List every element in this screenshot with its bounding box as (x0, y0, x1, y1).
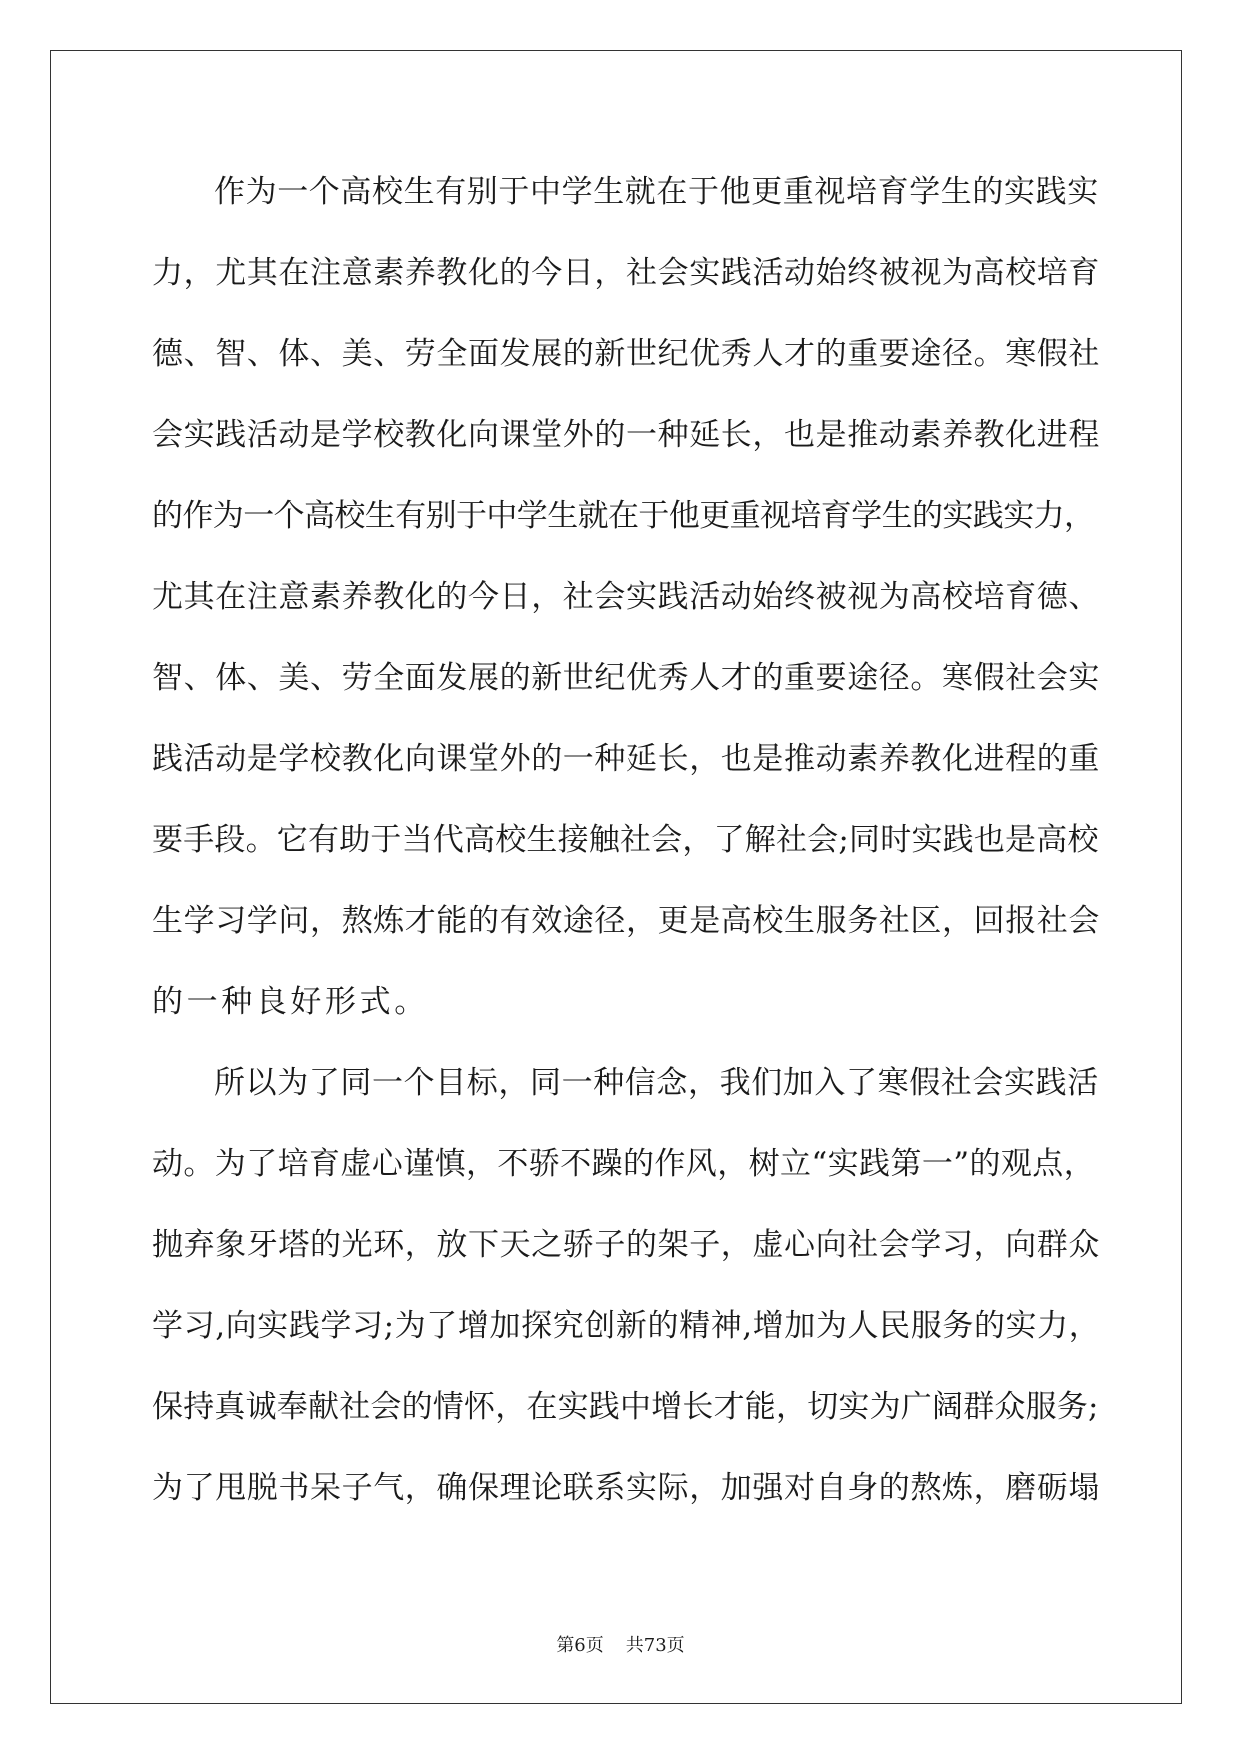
paragraph-2-line-5: 保持真诚奉献社会的情怀，在实践中增长才能，切实为广阔群众服务; (152, 1389, 1099, 1425)
total-pages: 共73页 (625, 1635, 685, 1656)
page-border (50, 50, 1182, 1704)
paragraph-1-line-2: 力，尤其在注意素养教化的今日，社会实践活动始终被视为高校培育 (152, 255, 1100, 291)
paragraph-2-line-2: 动。为了培育虚心谨慎，不骄不躁的作风，树立“实践第一”的观点， (152, 1146, 1096, 1182)
page-number: 第6页 (556, 1635, 604, 1656)
paragraph-1-line-9: 要手段。它有助于当代高校生接触社会，了解社会;同时实践也是高校 (152, 822, 1099, 858)
paragraph-2-line-3: 抛弃象牙塔的光环，放下天之骄子的架子，虚心向社会学习，向群众 (152, 1227, 1100, 1263)
paragraph-1-line-5: 的作为一个高校生有别于中学生就在于他更重视培育学生的实践实力， (152, 498, 1095, 534)
paragraph-1-line-3: 德、智、体、美、劳全面发展的新世纪优秀人才的重要途径。寒假社 (152, 336, 1100, 372)
paragraph-2-line-6: 为了甩脱书呆子气，确保理论联系实际，加强对自身的熬炼，磨砺塌 (152, 1470, 1100, 1506)
paragraph-1-line-6: 尤其在注意素养教化的今日，社会实践活动始终被视为高校培育德、 (152, 579, 1100, 615)
paragraph-1-line-1: 作为一个高校生有别于中学生就在于他更重视培育学生的实践实 (214, 174, 1099, 210)
page-footer (0, 1634, 1241, 1658)
paragraph-2-line-4: 学习,向实践学习;为了增加探究创新的精神,增加为人民服务的实力， (152, 1308, 1101, 1344)
paragraph-1-line-7: 智、体、美、劳全面发展的新世纪优秀人才的重要途径。寒假社会实 (152, 660, 1100, 696)
paragraph-1-line-4: 会实践活动是学校教化向课堂外的一种延长，也是推动素养教化进程 (152, 417, 1100, 453)
paragraph-1-line-11: 的一种良好形式。 (152, 984, 429, 1020)
paragraph-2-line-1: 所以为了同一个目标，同一种信念，我们加入了寒假社会实践活 (214, 1065, 1099, 1101)
paragraph-1-line-10: 生学习学问，熬炼才能的有效途径，更是高校生服务社区，回报社会 (152, 903, 1100, 939)
paragraph-1-line-8: 践活动是学校教化向课堂外的一种延长，也是推动素养教化进程的重 (152, 741, 1100, 777)
